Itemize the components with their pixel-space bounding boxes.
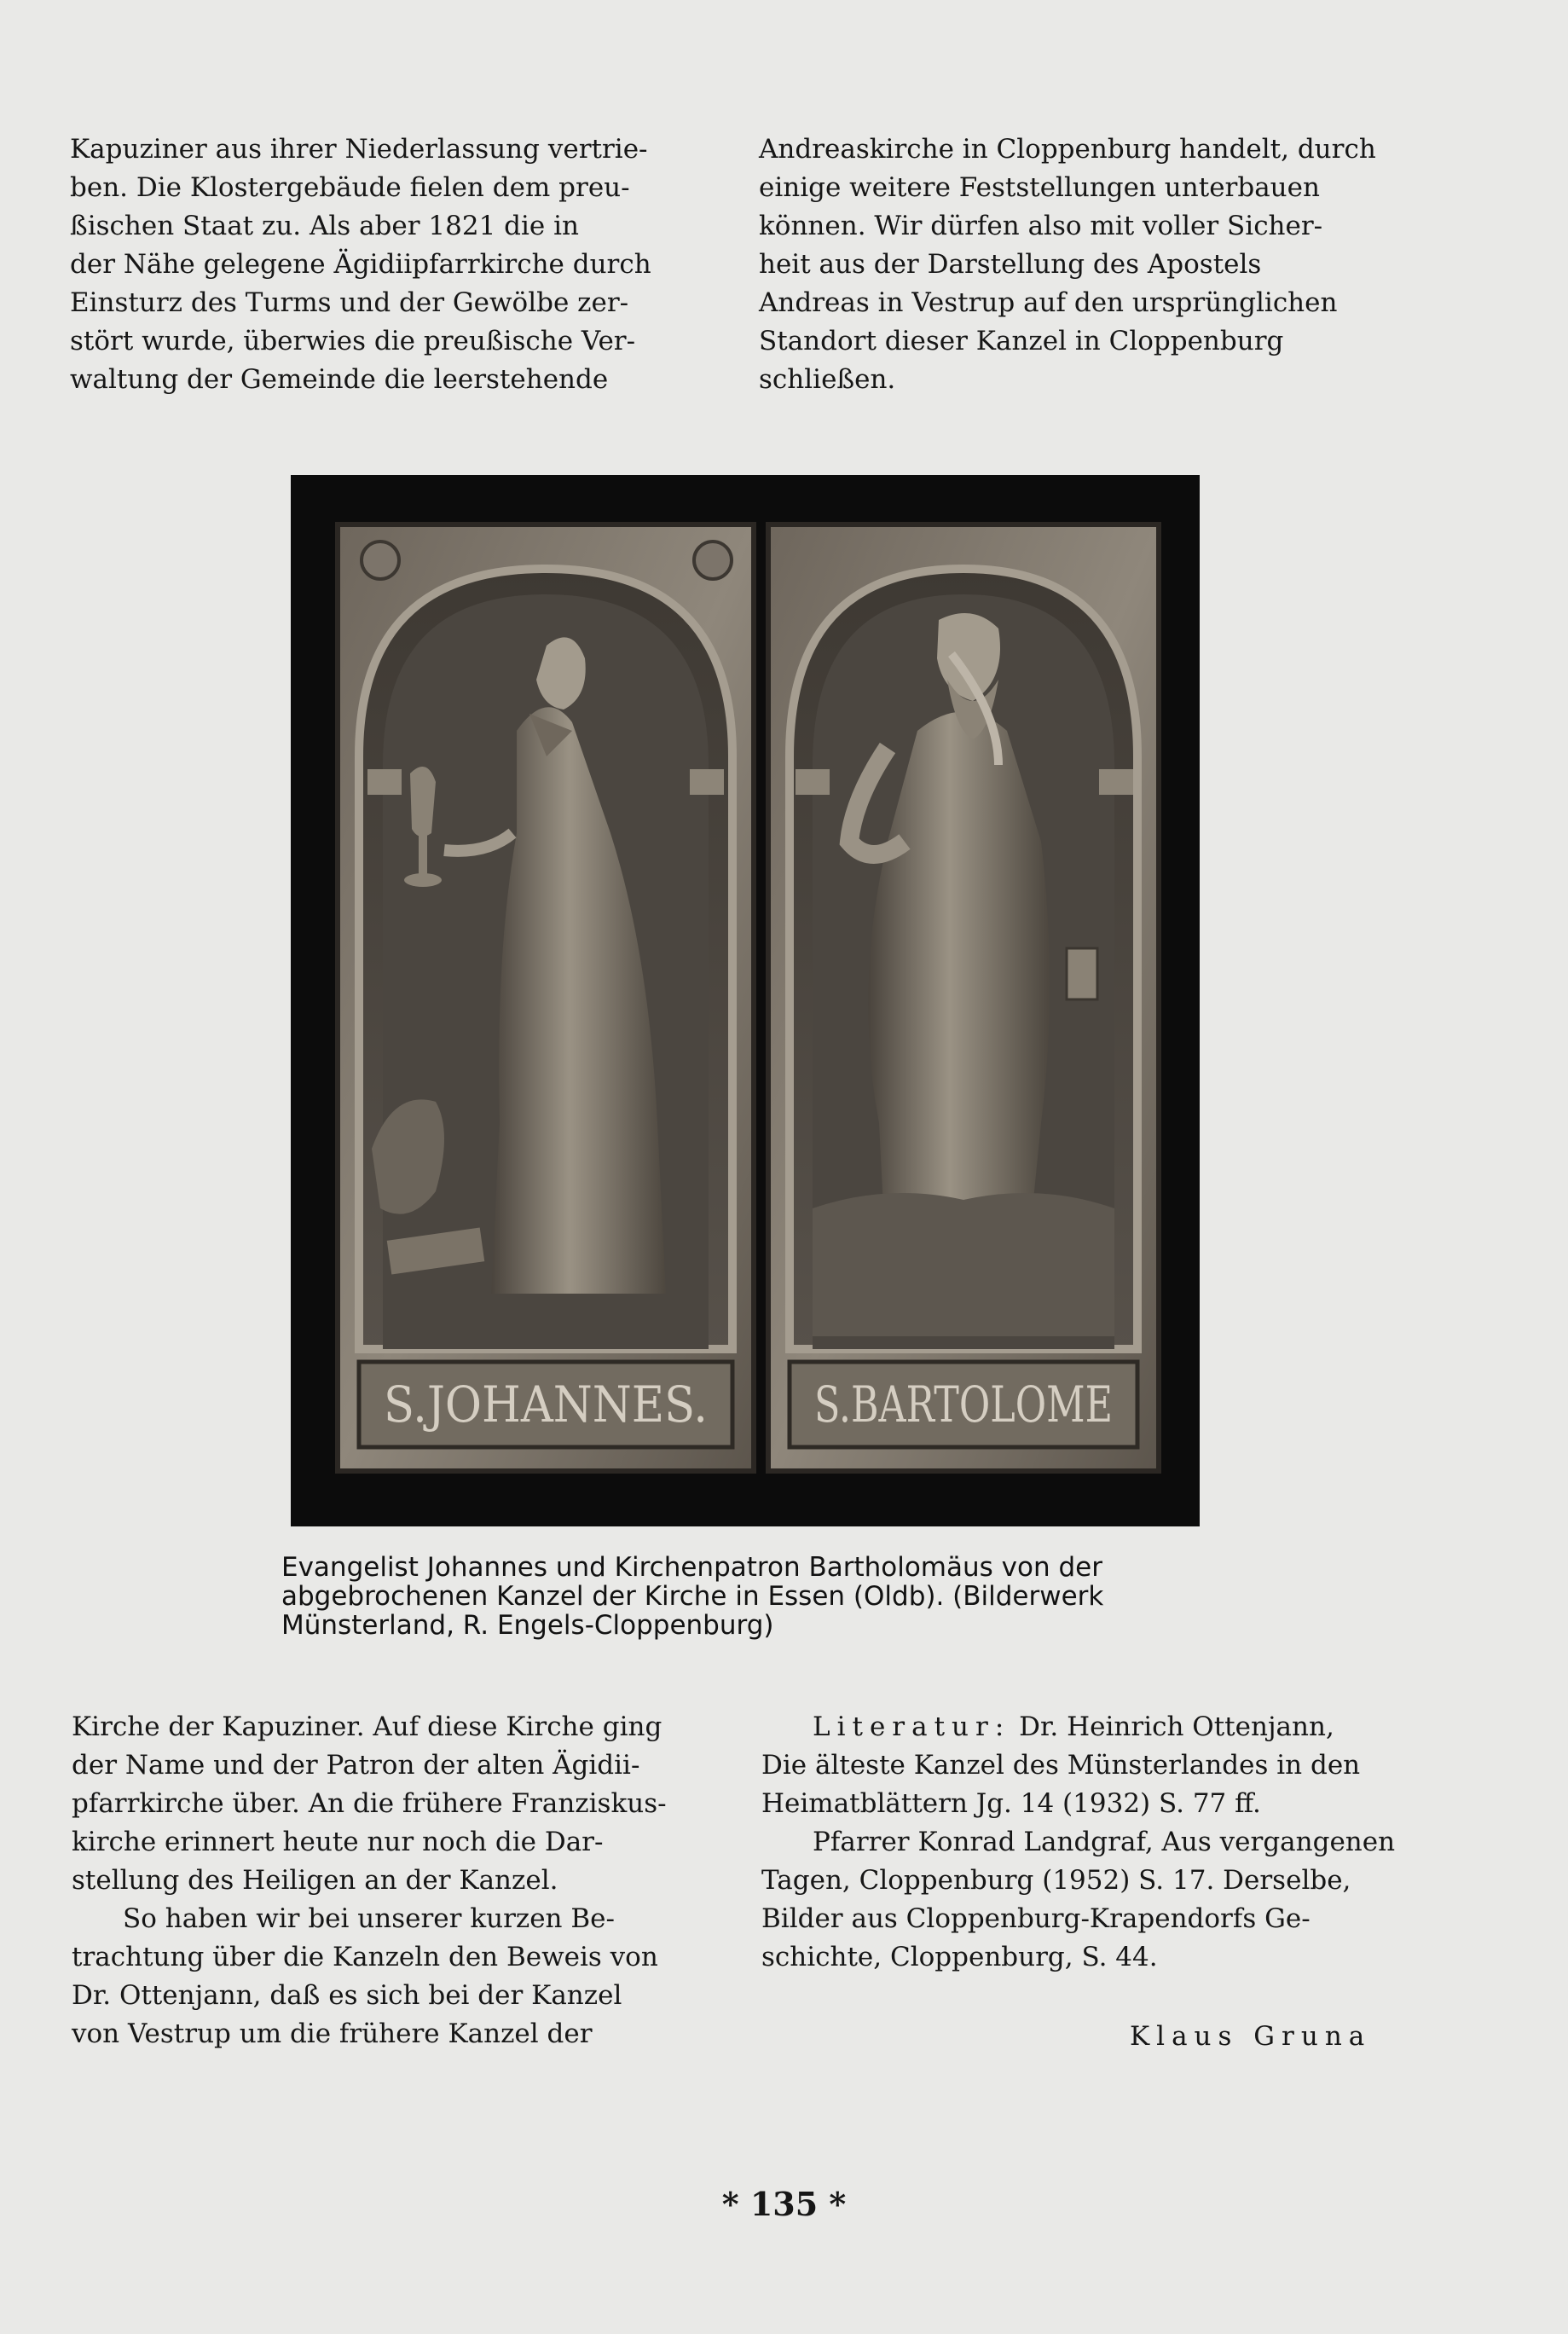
text-line: Einsturz des Turms und der Gewölbe zer- xyxy=(70,287,629,318)
caption-line: Münsterland, R. Engels-Cloppenburg) xyxy=(281,1610,774,1641)
text-line: Tagen, Cloppenburg (1952) S. 17. Derselbe, xyxy=(761,1865,1351,1896)
inscription-johannes: S.JOHANNES. xyxy=(384,1375,708,1433)
carved-panels-illustration xyxy=(291,475,1200,1526)
inscription-bartolome: S.BARTOLOME xyxy=(814,1375,1113,1433)
text-line: waltung der Gemeinde die leerstehende xyxy=(70,364,609,395)
text-line: pfarrkirche über. An die frühere Franziskus- xyxy=(72,1788,667,1819)
paragraph xyxy=(70,130,715,399)
text-line: Bilder aus Cloppenburg-Krapendorfs Ge- xyxy=(761,1903,1311,1934)
text-column-bottom-left xyxy=(72,1708,717,2053)
text-line: heit aus der Darstellung des Apostels xyxy=(759,249,1262,280)
text-line: schichte, Cloppenburg, S. 44. xyxy=(761,1942,1158,1972)
author-name: Klaus Gruna xyxy=(1130,2021,1372,2052)
text-line: einige weitere Feststellungen unterbauen xyxy=(759,172,1320,203)
paragraph xyxy=(72,1900,717,2053)
text-column-top-left xyxy=(70,130,715,399)
text-line: Dr. Heinrich Ottenjann, xyxy=(1019,1711,1334,1742)
text-line: trachtung über die Kanzeln den Beweis von xyxy=(72,1942,658,1972)
panel-bartolome xyxy=(768,524,1159,1471)
page-number: * 135 * xyxy=(721,2185,847,2223)
text-line: Die älteste Kanzel des Münsterlandes in den xyxy=(761,1750,1361,1781)
text-line: Kapuziner aus ihrer Niederlassung vertrie- xyxy=(70,134,648,165)
text-column-top-right xyxy=(759,130,1400,399)
reference-2 xyxy=(761,1823,1403,1977)
text-line: Pfarrer Konrad Landgraf, Aus vergangenen xyxy=(813,1827,1396,1857)
photo-caption xyxy=(281,1553,1198,1640)
caption-line: Evangelist Johannes und Kirchenpatron Bartholomäus von der xyxy=(281,1552,1102,1583)
panel-johannes xyxy=(338,524,754,1471)
text-line: stört wurde, überwies die preußische Ver- xyxy=(70,326,636,356)
text-line: schließen. xyxy=(759,364,896,395)
text-line: ben. Die Klostergebäude fielen dem preu- xyxy=(70,172,630,203)
paragraph xyxy=(759,130,1400,399)
text-line: Standort dieser Kanzel in Cloppenburg xyxy=(759,326,1284,356)
text-line: der Nähe gelegene Ägidiipfarrkirche durch xyxy=(70,249,651,280)
literature-section xyxy=(761,1708,1403,1977)
caption-line: abgebrochenen Kanzel der Kirche in Essen (Oldb). (Bilderwerk xyxy=(281,1581,1104,1612)
text-line: Kirche der Kapuziner. Auf diese Kirche ging xyxy=(72,1711,662,1742)
pulpit-panels-photo xyxy=(291,475,1200,1526)
text-line: ßischen Staat zu. Als aber 1821 die in xyxy=(70,211,579,241)
text-line: können. Wir dürfen also mit voller Sicher- xyxy=(759,211,1323,241)
text-line: der Name und der Patron der alten Ägidii- xyxy=(72,1750,640,1781)
text-line: So haben wir bei unserer kurzen Be- xyxy=(123,1903,615,1934)
text-line: Heimatblättern Jg. 14 (1932) S. 77 ff. xyxy=(761,1788,1261,1819)
paragraph xyxy=(72,1708,717,1900)
text-line: kirche erinnert heute nur noch die Dar- xyxy=(72,1827,604,1857)
text-line: Andreas in Vestrup auf den ursprünglichen xyxy=(759,287,1338,318)
text-line: stellung des Heiligen an der Kanzel. xyxy=(72,1865,558,1896)
literature-label: Literatur: xyxy=(813,1711,1011,1742)
text-line: Andreaskirche in Cloppenburg handelt, durch xyxy=(759,134,1376,165)
text-line: Dr. Ottenjann, daß es sich bei der Kanzel xyxy=(72,1980,622,2011)
reference-1 xyxy=(761,1708,1403,1823)
text-line: von Vestrup um die frühere Kanzel der xyxy=(72,2018,593,2049)
